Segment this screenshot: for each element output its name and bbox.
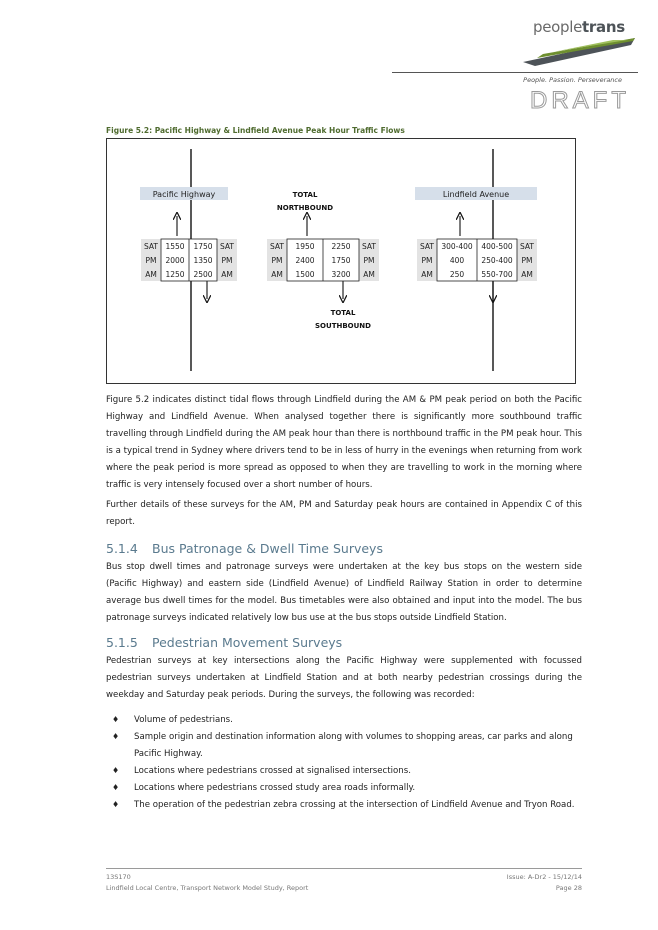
northbound-value: 2400 [295, 256, 315, 265]
southbound-value: 250-400 [481, 256, 513, 265]
section-number: 5.1.5 [106, 635, 138, 650]
paragraph-pedestrian-surveys: Pedestrian surveys at key intersections along the Pacific Highway were supplemented with focussed pedestrian surveys undertaken at Lindfield Station and at both nearby pedestrian crossings during the weekday and Saturday peak periods. During the surveys, the following was recorded: [106, 656, 582, 700]
southbound-value: 1750 [193, 242, 213, 251]
bullet-diamond-icon: ♦ [112, 782, 120, 792]
period-label-right: PM [221, 256, 233, 265]
southbound-value: 2500 [193, 270, 213, 279]
total-northbound-label-1: TOTAL [292, 191, 318, 199]
list-item [106, 712, 582, 729]
southbound-value: 550-700 [481, 270, 513, 279]
period-label-right: PM [363, 256, 375, 265]
period-label-left: PM [421, 256, 433, 265]
period-label-left: SAT [269, 242, 285, 251]
paragraph-bus-surveys: Bus stop dwell times and patronage surveys were undertaken at the key bus stops on the western side (Pacific Highway) and eastern side (Lindfield Avenue) of Lindfield Railway Station in order to determine average bus dwell times for the model. Bus timetables were also obtained and input into the model. The bus patronage surveys indicated relatively low bus use at the bus stops outside Lindfield Station. [106, 562, 582, 623]
logo-swoosh-icon [523, 36, 635, 66]
southbound-value: 3200 [331, 270, 351, 279]
northbound-value: 1250 [165, 270, 185, 279]
footer-project-number: 13S170 [106, 873, 131, 881]
northbound-value: 300-400 [441, 242, 473, 251]
southbound-value: 2250 [331, 242, 351, 251]
southbound-value: 1750 [331, 256, 351, 265]
list-item [106, 729, 582, 763]
bullet-diamond-icon: ♦ [112, 765, 120, 775]
period-label-right: PM [521, 256, 533, 265]
period-label-right: AM [521, 270, 533, 279]
section-title: Bus Patronage & Dwell Time Surveys [152, 541, 383, 556]
figure-caption: Figure 5.2: Pacific Highway & Lindfield Avenue Peak Hour Traffic Flows [106, 126, 405, 135]
list-item [106, 797, 582, 814]
bullet-diamond-icon: ♦ [112, 799, 120, 809]
section-number: 5.1.4 [106, 541, 138, 556]
list-item [106, 780, 582, 797]
period-label-left: AM [421, 270, 433, 279]
bullet-diamond-icon: ♦ [112, 715, 120, 724]
period-label-right: AM [221, 270, 233, 279]
southbound-value: 400-500 [481, 242, 513, 251]
flow-tables [141, 239, 537, 281]
list-item-text: Sample origin and destination information along with volumes to shopping areas, car parks and along Pacific Highway. [134, 731, 573, 759]
header-rule [392, 72, 638, 73]
bullet-diamond-icon: ♦ [112, 731, 120, 741]
list-item [106, 763, 582, 780]
period-label-left: AM [271, 270, 283, 279]
northbound-value: 1500 [295, 270, 315, 279]
period-label-left: SAT [143, 242, 159, 251]
tagline: People. Passion. Perseverance [523, 76, 622, 84]
logo-people: people [533, 18, 583, 36]
paragraph-appendix: Further details of these surveys for the AM, PM and Saturday peak hours are contained in Appendix C of this report. [106, 500, 582, 527]
section-heading-pedestrian [106, 635, 342, 650]
period-label-left: AM [145, 270, 157, 279]
lindfield-avenue-label: Lindfield Avenue [442, 190, 510, 199]
pacific-highway-label: Pacific Highway [152, 190, 216, 199]
period-label-left: PM [145, 256, 157, 265]
period-label-left: PM [271, 256, 283, 265]
northbound-value: 1950 [295, 242, 315, 251]
total-northbound-label-2: NORTHBOUND [276, 204, 334, 212]
total-southbound-label-2: SOUTHBOUND [315, 322, 371, 330]
logo-trans: trans [582, 18, 625, 36]
company-logo [533, 18, 625, 36]
footer-page-number: Page 28 [555, 884, 582, 892]
traffic-flow-diagram [107, 139, 575, 383]
list-item-text: Locations where pedestrians crossed at signalised intersections. [134, 765, 411, 776]
northbound-value: 250 [449, 270, 465, 279]
footer-issue: Issue: A-Dr2 - 15/12/14 [506, 873, 582, 881]
period-label-left: SAT [419, 242, 435, 251]
period-label-right: SAT [219, 242, 235, 251]
list-item-text: Volume of pedestrians. [134, 715, 233, 725]
total-southbound-label-1: TOTAL [330, 309, 356, 317]
list-item-text: The operation of the pedestrian zebra crossing at the intersection of Lindfield Avenue and Tryon Road. [134, 799, 575, 810]
period-label-right: SAT [519, 242, 535, 251]
period-label-right: AM [363, 270, 375, 279]
traffic-flow-figure [106, 138, 576, 384]
draft-watermark: DRAFT [530, 87, 630, 114]
northbound-value: 400 [449, 256, 465, 265]
southbound-value: 1350 [193, 256, 213, 265]
list-item-text: Locations where pedestrians crossed study area roads informally. [134, 782, 416, 793]
section-title: Pedestrian Movement Surveys [152, 635, 343, 650]
paragraph-tidal-flows: Figure 5.2 indicates distinct tidal flows through Lindfield during the AM & PM peak period on both the Pacific Highway and Lindfield Avenue. When analysed together there is significantly more southbound traffic travelling through Lindfield during the AM peak hour than there is northbound traffic in the PM peak hour. This is a typical trend in Sydney where drivers tend to be in less of hurry in the evenings when returning from work where the peak period is more spread as opposed to when they are travelling to work in the morning where traffic is very intensely focused over a short number of hours. [106, 395, 582, 490]
northbound-value: 2000 [165, 256, 185, 265]
recorded-items-list [106, 712, 582, 813]
section-heading-bus [106, 541, 383, 556]
northbound-value: 1550 [165, 242, 185, 251]
period-label-right: SAT [361, 242, 377, 251]
footer-rule [106, 868, 582, 869]
footer-report-title: Lindfield Local Centre, Transport Network Model Study, Report [106, 884, 309, 892]
